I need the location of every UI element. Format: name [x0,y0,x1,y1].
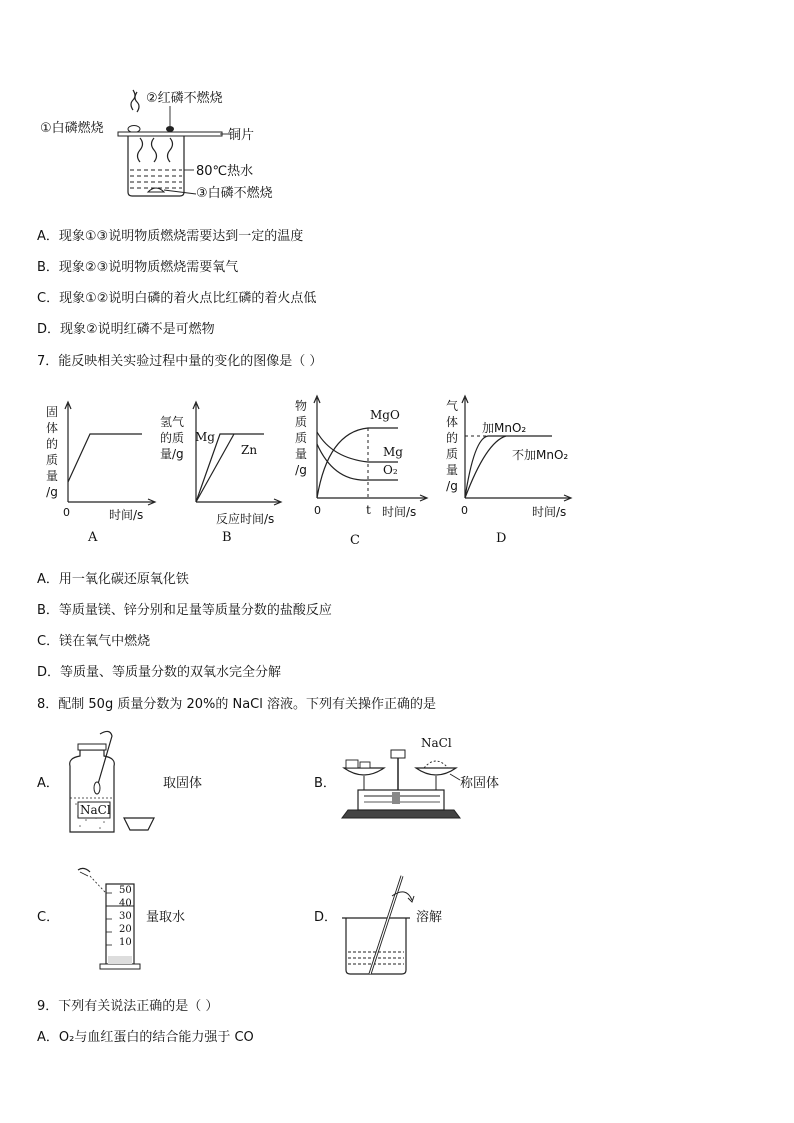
graph-b-xlabel: 反应时间/s [216,512,275,526]
graph-d-xlabel: 时间/s [532,505,567,519]
reagent-bottle-diagram [60,726,180,836]
label-red-no-burn: ②红磷不燃烧 [146,91,223,106]
q6-option-d: D．现象②说明红磷不是可燃物 [37,322,215,337]
q8-a-label: 取固体 [163,776,203,791]
graph-a-curve [68,434,142,482]
underwater-phosphorus-icon [148,188,164,192]
balance-base [342,810,460,818]
q8-b-label: 称固体 [460,776,500,791]
q7-option-d: D．等质量、等质量分数的双氧水完全分解 [37,665,282,680]
label-white-burn: ①白磷燃烧 [40,121,104,136]
q8-c-letter: C． [37,910,60,925]
graph-c-origin: 0 [314,504,321,517]
graph-b-plot [190,400,290,510]
beaker-d [346,918,406,974]
q7-option-c: C．镁在氧气中燃烧 [37,634,151,649]
graph-c-mgo-label: MgO [370,408,400,422]
graph-b-zn-label: Zn [241,443,258,457]
graph-d-without-mno2-label: 不加MnO₂ [512,448,569,462]
label-hot-water: 80℃热水 [196,164,254,179]
q6-option-b: B．现象②③说明物质燃烧需要氧气 [37,260,239,275]
graph-b-zn-curve [196,434,234,502]
left-pan [344,768,384,775]
graph-c-caption: C [350,533,360,548]
q6-option-c: C．现象①②说明白磷的着火点比红磷的着火点低 [37,291,317,306]
graph-b-caption: B [222,530,232,545]
graph-a-plot [62,400,162,510]
q9-option-a: A．O₂与血红蛋白的结合能力强于 CO [37,1030,254,1045]
q7-option-a: A．用一氧化碳还原氧化铁 [37,572,189,587]
white-phosphorus-icon [128,126,140,133]
graph-b-mg-label: Mg [195,430,215,444]
reagent-bottle [70,750,115,832]
graph-c-mg-label: Mg [383,445,403,459]
q8-d-letter: D． [314,910,338,925]
graduated-cylinder-diagram [72,860,152,975]
q8-a-letter: A． [37,776,59,791]
copper-plate [118,132,222,136]
cylinder-scale: 50 40 30 20 10 [119,885,132,948]
graph-a-caption: A [88,530,98,545]
q9-stem: 9．下列有关说法正确的是（ ） [37,999,219,1014]
graph-d-caption: D [496,531,507,546]
beaker [128,136,184,196]
eye-icon [78,868,90,872]
right-pan [416,768,456,775]
hot-water [130,170,182,188]
q8-b-letter: B． [314,776,336,791]
red-phosphorus-icon [166,126,174,132]
graph-d-ylabel: 气 体 的 质 量 /g [445,399,458,493]
weighing-dish [124,818,154,830]
graph-c-ylabel: 物 质 质 量 /g [294,399,307,477]
balance-pan-label: NaCl [421,736,452,750]
label-copper: 铜片 [228,128,255,143]
label-white-under: ③白磷不燃烧 [196,186,273,201]
graph-c-o2-label: O₂ [383,463,398,477]
graph-d-origin: 0 [461,504,468,517]
graph-b-ylabel: 氢气 的质 量/g [160,415,185,461]
smoke-icon [131,90,135,110]
q7-option-b: B．等质量镁、锌分别和足量等质量分数的盐酸反应 [37,603,332,618]
graph-c-tmark: t [366,503,371,517]
graph-c-xlabel: 时间/s [382,505,417,519]
q8-d-label: 溶解 [416,910,443,925]
q8-stem: 8．配制 50g 质量分数为 20%的 NaCl 溶液。下列有关操作正确的是 [37,697,437,712]
graph-d-with-mno2-label: 加MnO₂ [482,421,527,435]
bottle-label-text: NaCl [80,803,111,817]
q8-c-label: 量取水 [146,910,186,925]
graph-a-origin: 0 [63,506,70,519]
graph-a-ylabel: 固 体 的 质 量 /g [45,405,58,499]
graph-a-xlabel: 时间/s [109,508,144,522]
q7-stem: 7．能反映相关实验过程中量的变化的图像是（ ） [37,354,323,369]
q6-option-a: A．现象①③说明物质燃烧需要达到一定的温度 [37,229,304,244]
